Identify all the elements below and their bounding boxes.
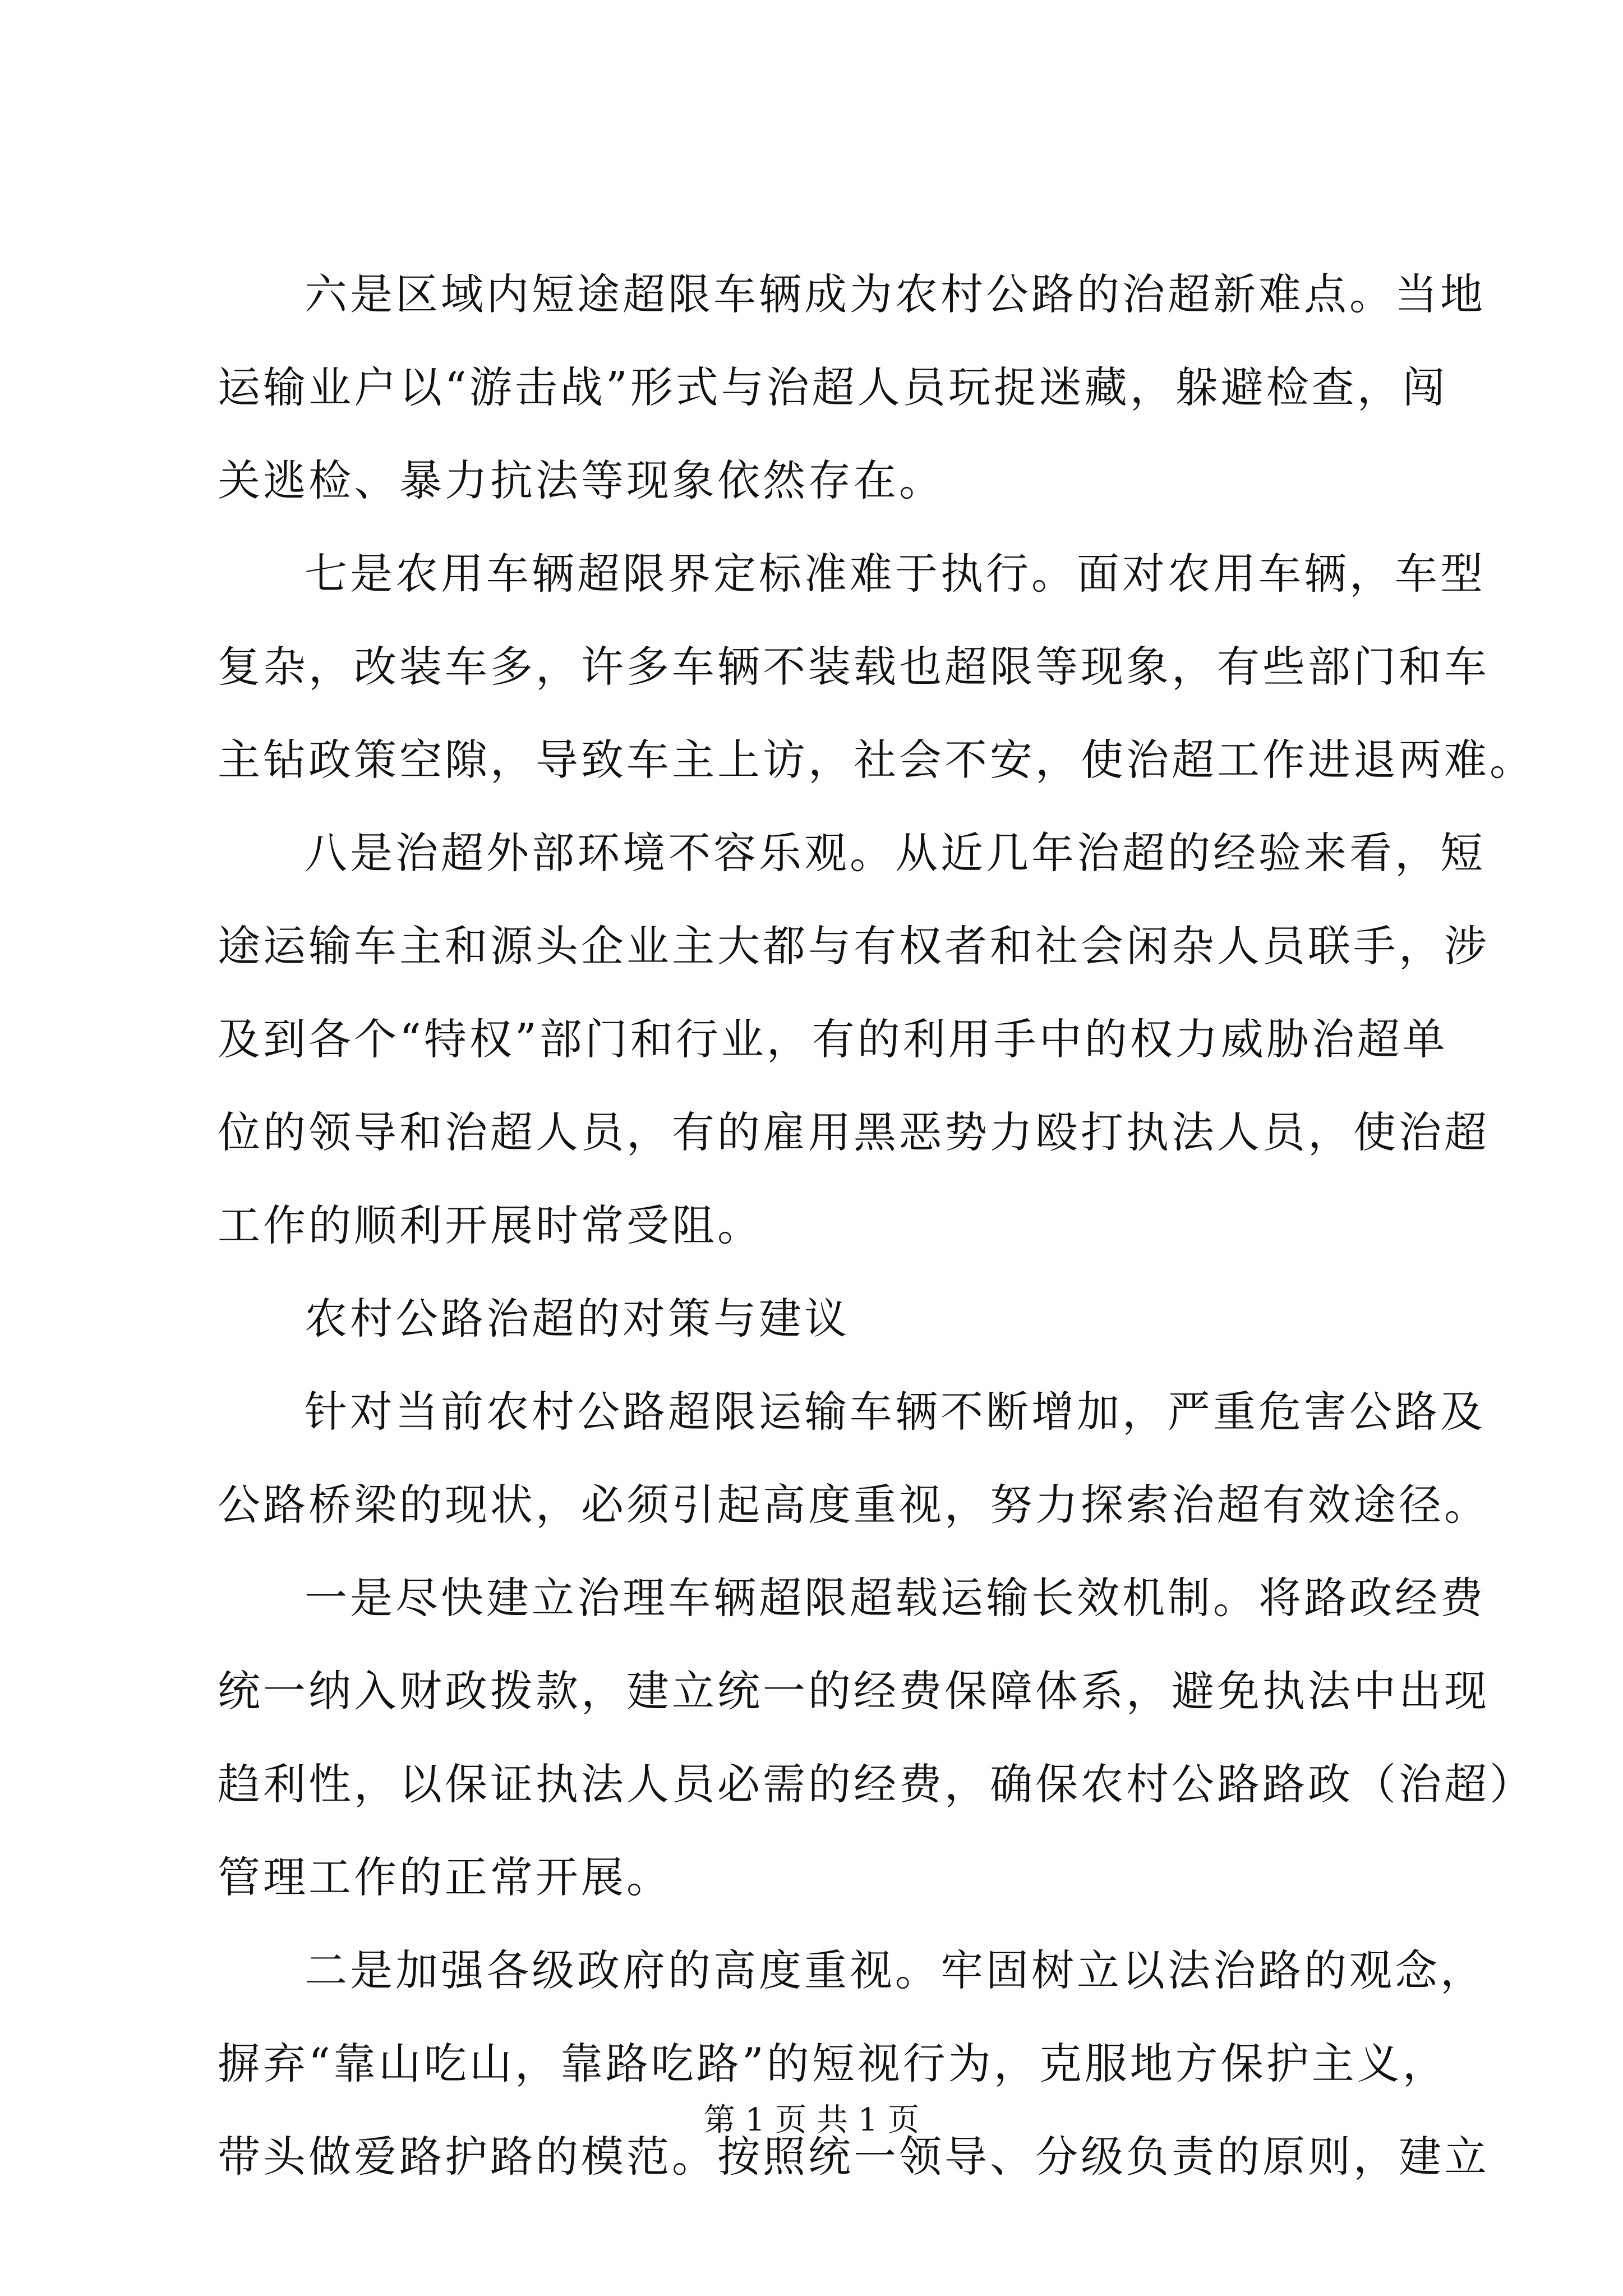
paragraph-first-line: 六是区域内短途超限车辆成为农村公路的治超新难点。当地 xyxy=(305,269,1486,319)
paragraph-first-line: 八是治超外部环境不容乐观。从近几年治超的经验来看，短 xyxy=(305,828,1486,878)
paragraph-line: 工作的顺利开展时常受阻。 xyxy=(218,1200,763,1250)
paragraph-line: 复杂，改装车多，许多车辆不装载也超限等现象，有些部门和车 xyxy=(218,642,1490,692)
paragraph-first-line: 农村公路治超的对策与建议 xyxy=(305,1294,850,1343)
paragraph-line: 关逃检、暴力抗法等现象依然存在。 xyxy=(218,455,944,505)
paragraph-line: 趋利性，以保证执法人员必需的经费，确保农村公路路政（治超） xyxy=(218,1759,1535,1809)
paragraph-line: 途运输车主和源头企业主大都与有权者和社会闲杂人员联手，涉 xyxy=(218,921,1490,971)
paragraph-line: 管理工作的正常开展。 xyxy=(218,1852,672,1902)
paragraph-line: 带头做爱路护路的模范。按照统一领导、分级负责的原则，建立 xyxy=(218,2132,1490,2182)
paragraph-line: 统一纳入财政拨款，建立统一的经费保障体系，避免执法中出现 xyxy=(218,1666,1490,1716)
paragraph-line: 运输业户以“游击战”形式与治超人员玩捉迷藏，躲避检查，闯 xyxy=(218,362,1448,412)
paragraph-line: 主钻政策空隙，导致车主上访，社会不安，使治超工作进退两难。 xyxy=(218,735,1535,785)
paragraph-first-line: 七是农用车辆超限界定标准难于执行。面对农用车辆，车型 xyxy=(305,549,1486,599)
paragraph-first-line: 针对当前农村公路超限运输车辆不断增加，严重危害公路及 xyxy=(305,1387,1486,1437)
paragraph-first-line: 一是尽快建立治理车辆超限超载运输长效机制。将路政经费 xyxy=(305,1573,1486,1623)
paragraph-line: 位的领导和治超人员，有的雇用黑恶势力殴打执法人员，使治超 xyxy=(218,1107,1490,1157)
page-footer: 第 1 页 共 1 页 xyxy=(703,2102,920,2138)
paragraph-line: 及到各个“特权”部门和行业，有的利用手中的权力威胁治超单 xyxy=(218,1014,1448,1064)
paragraph-first-line: 二是加强各级政府的高度重视。牢固树立以法治路的观念， xyxy=(305,1945,1486,1995)
paragraph-line: 公路桥梁的现状，必须引起高度重视，努力探索治超有效途径。 xyxy=(218,1480,1490,1530)
paragraph-line: 摒弃“靠山吃山，靠路吃路”的短视行为，克服地方保护主义， xyxy=(218,2039,1448,2088)
